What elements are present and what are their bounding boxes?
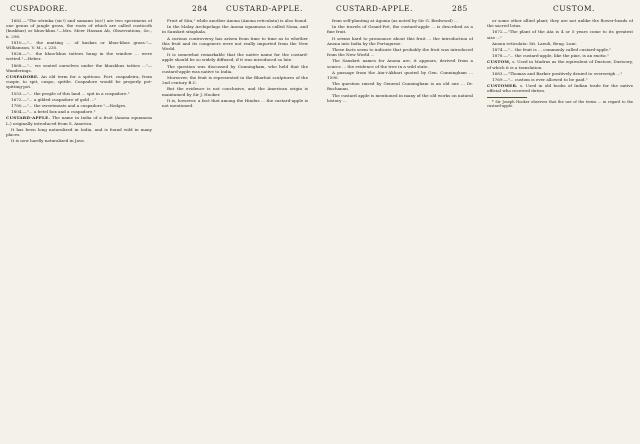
paragraph: 1682.—"The sérinka (sic!) and samann (sic!) are two specimens of one genus of jungle grass, the roots of which are called custicoth (kuskhas) or khus-khus."—Mrs. Meer Hassan Ali, Observations, &c., ii. 298. [6,18,152,39]
paragraph: 1683.—"Thomas and Barker positively denied to overweigh ..." [492,70,623,76]
entry-text: The name in India of a fruit (Anona squamosa L.) originally introduced from S. America. [6,115,152,126]
right-page-number: 285 [452,4,468,13]
paragraph: or some other allied plant; they are not unlike the flower-heads of the sacred lotus. [487,18,633,29]
paragraph: The custard apple is mentioned in many of the old works on natural history ... [327,92,473,103]
footnote-divider [487,97,527,98]
paragraph: A passage from the Ain-i-Akbari quoted by Gen. Cunningham ... 1590. [327,69,473,81]
footnote: * Sir Joseph Hooker observes that the use of the terms ... in regard to the custard-apple. [487,99,633,109]
paragraph: 1810.—"... the matting ... of kuskus or khus-khus grass."—Williamson, V. M., i. 235. [6,39,152,51]
paragraph: 1874.—"... the fruit is ... commonly called custard-apple." [492,47,612,53]
entry-headword: CUSPADORE. [6,74,39,80]
right-running-title: CUSTARD-APPLE. [336,4,413,13]
entry-headword: CUSTARD-APPLE. [6,115,51,121]
entry [487,83,633,93]
paragraph: The Sanskrit names for Anona are, it appears, derived from a source ... the evidence of the tree in a wild state. [327,58,473,69]
paragraph: In the Malay Archipelago the Anona squamosa is called Nona, and in Sanskrit sitaphala. [162,24,308,35]
paragraph: But the evidence is not conclusive, and the American origin is maintained by Sir J. Hooker. [162,86,308,97]
entry-headword: CUSTOMER. [487,83,518,89]
paragraph: It is somewhat remarkable that the native name for the custard-apple should be so widely diffused, if it was introduced so late. [162,52,308,63]
paragraph: Anona reticulata: Sit. Laeuli, Beng. Luni. [492,40,577,46]
paragraph: 1672.—"The plant of the Ata is 4 or 5 years come to its greatest size ..." [487,29,633,40]
paragraph: The question raised by General Cunningham is an old one ... Dr. Buchanan. [327,81,473,92]
paragraph: In the travels of Grand-Pré, the custard-apple ... is described as a fine fruit. [327,24,473,35]
column-1 [6,18,152,442]
column-3 [327,18,473,442]
entry-text: An old term for a spittoon. Port. cuspadeira, from cuspir, to spit, cuspo, spittle. Cuspadore would be properly pot-spitting-pot. [6,74,152,90]
paragraph: It has been long naturalized in India, and is found wild in many places. [6,126,152,138]
paragraph: 1553.—"... the people of this land ... spit in a cuspadore." [11,90,130,96]
entry-headword: CUSTOM, [487,59,511,65]
entry [487,59,633,69]
paragraph: 1672.—"... a gilded cuspadore of gold ..." [11,96,97,102]
paragraph: 1868.—"... we seated ourselves under the khuskhus tatties ..."—Wanderings. [6,62,152,73]
paragraph: The question was discussed by Cunningham, who held that the custard-apple was native to India. [162,63,308,74]
paragraph: 1804.—"... a betel box and a cuspadore." [11,109,96,115]
paragraph: from self-planting at Agonia (as noted by Sir G. Birdwood) ... [332,18,458,23]
paragraph: It is now hardly naturalized in Java. [11,138,86,144]
entry-text: s. Used in old books of Indian trade for the native official who received duties. [487,83,633,94]
paragraph: Fruit of Sita," while another Anona (Anona reticulata) is also found. [167,18,308,23]
paragraph: Moreover, the fruit is represented in the Bharhut sculptures of the 2nd century B.C. [162,75,308,86]
entry [6,115,152,125]
entry [6,74,152,90]
entry-text: s. Used in Madras as the equivalent of Dustoor, Dustoory, of which it is a translation. [487,59,633,70]
left-page-number: 284 [192,4,208,13]
left-title: CUSPADORE. [10,4,68,13]
left-running-title: CUSTARD-APPLE. [226,4,303,13]
paragraph: 1878.—"... the custard-apple, like the pine, is an exotic." [492,53,610,59]
paragraph: These facts seem to indicate that probably the fruit was introduced from the New World ... [327,47,473,58]
paragraph: 1780.—"... the sweetmeats and a cuspadore."—Hodges. [11,103,127,109]
paragraph: 1828.—"... the khus-khus tattees hung in the window ... were wetted."—Heber. [6,51,152,62]
column-2 [162,18,308,442]
paragraph: 1769.—"... custom is ever allowed to be paid." [492,77,588,83]
column-4 [487,18,633,442]
right-title: CUSTOM. [553,4,595,13]
paragraph: It seems hard to pronounce about this fruit ... the introduction of Anona into India by the Portuguese. [327,35,473,46]
running-header [0,4,640,16]
paragraph: A curious controversy has arisen from time to time as to whether this fruit and its congeners were not really imported from the New World. [162,35,308,52]
paragraph: It is, however, a fact that among the Hindus ... the custard-apple is not mentioned. [162,97,308,109]
